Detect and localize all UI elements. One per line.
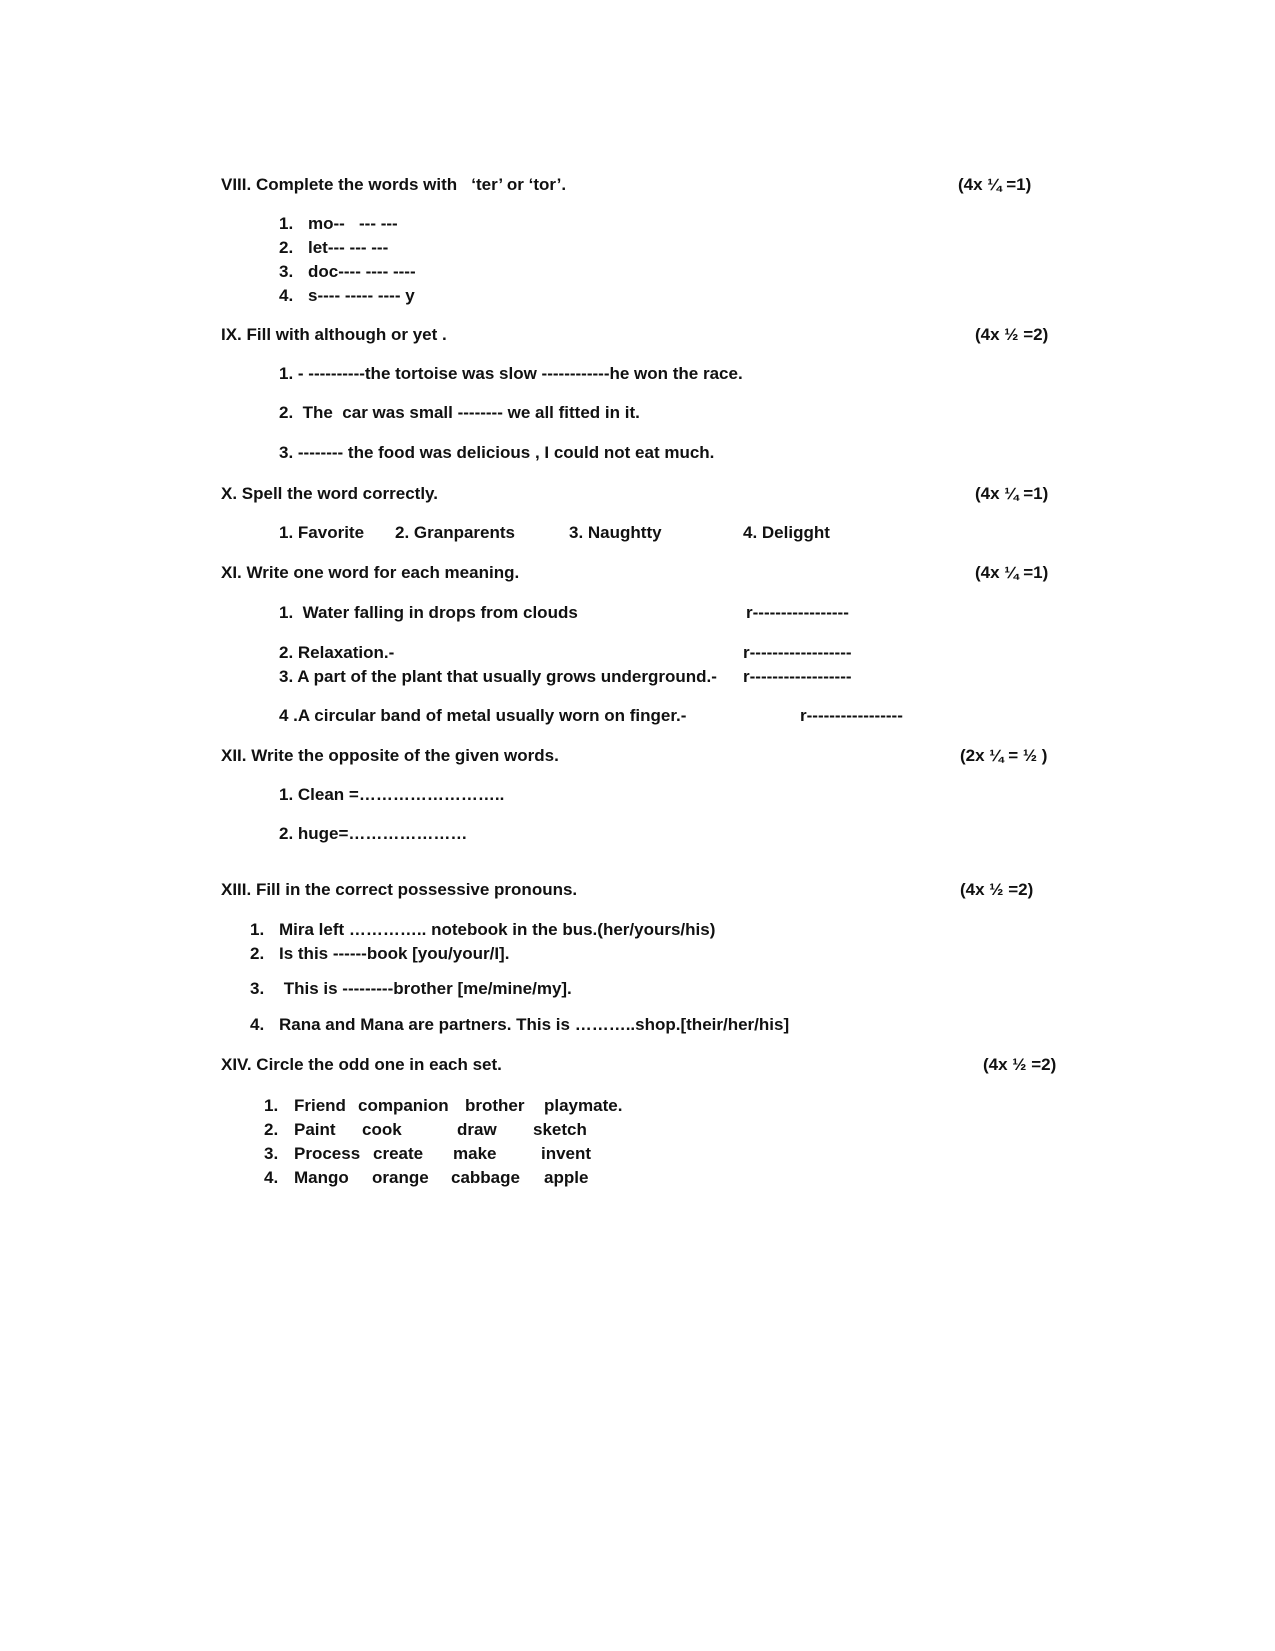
- list-item: 3. Naughtty: [569, 523, 662, 542]
- list-number: 1.: [250, 920, 265, 939]
- list-number: 4.: [279, 286, 294, 305]
- section-xi-heading: XI. Write one word for each meaning.: [221, 563, 520, 582]
- list-item: Mira left ………….. notebook in the bus.(her/yours/his): [279, 920, 716, 939]
- list-number: 4.: [264, 1168, 279, 1187]
- section-viii-heading: VIII. Complete the words with ‘ter’ or ‘tor’.: [221, 175, 567, 194]
- word-option: playmate.: [544, 1096, 623, 1115]
- section-xiii-heading: XIII. Fill in the correct possessive pronouns.: [221, 880, 578, 899]
- word-option: apple: [544, 1168, 589, 1187]
- list-number: 2.: [264, 1120, 279, 1139]
- list-item: 4. Deligght: [743, 523, 830, 542]
- list-item: 4 .A circular band of metal usually worn on finger.-: [279, 706, 687, 725]
- word-option: Process: [294, 1144, 361, 1163]
- list-item: 3. A part of the plant that usually grows underground.-: [279, 667, 717, 686]
- section-xi-marks: (4x ¼ =1): [975, 563, 1049, 582]
- list-item: 2. The car was small -------- we all fitted in it.: [279, 403, 640, 422]
- word-option: brother: [465, 1096, 525, 1115]
- list-number: 4.: [250, 1015, 265, 1034]
- answer-blank: r-----------------: [800, 706, 903, 725]
- list-item: s---- ----- ---- y: [308, 286, 415, 305]
- list-number: 3.: [279, 262, 294, 281]
- section-x-heading: X. Spell the word correctly.: [221, 484, 438, 503]
- word-option: cabbage: [451, 1168, 520, 1187]
- section-xiv-heading: XIV. Circle the odd one in each set.: [221, 1055, 502, 1074]
- list-item: Rana and Mana are partners. This is ………..shop.[their/her/his]: [279, 1015, 790, 1034]
- list-item: 2. huge=…………………: [279, 824, 468, 843]
- list-number: 2.: [250, 944, 265, 963]
- word-option: Friend: [294, 1096, 346, 1115]
- section-viii-marks: (4x ¼ =1): [958, 175, 1032, 194]
- word-option: draw: [457, 1120, 497, 1139]
- section-x-marks: (4x ¼ =1): [975, 484, 1049, 503]
- list-number: 3.: [264, 1144, 279, 1163]
- list-item: 1. Clean =……………………..: [279, 785, 505, 804]
- list-item: 2. Relaxation.-: [279, 643, 395, 662]
- list-item: mo-- --- ---: [308, 214, 398, 233]
- list-item: doc---- ---- ----: [308, 262, 416, 281]
- list-item: let--- --- ---: [308, 238, 389, 257]
- word-option: make: [453, 1144, 497, 1163]
- section-xii-marks: (2x ¼ = ½ ): [960, 746, 1048, 765]
- answer-blank: r------------------: [743, 643, 852, 662]
- list-item: 3. -------- the food was delicious , I could not eat much.: [279, 443, 715, 462]
- word-option: orange: [372, 1168, 429, 1187]
- answer-blank: r-----------------: [746, 603, 849, 622]
- list-item: This is ---------brother [me/mine/my].: [279, 979, 572, 998]
- list-item: 2. Granparents: [395, 523, 515, 542]
- answer-blank: r------------------: [743, 667, 852, 686]
- section-ix-marks: (4x ½ =2): [975, 325, 1049, 344]
- list-number: 3.: [250, 979, 265, 998]
- section-xii-heading: XII. Write the opposite of the given words.: [221, 746, 559, 765]
- list-number: 1.: [279, 214, 294, 233]
- list-number: 2.: [279, 238, 294, 257]
- section-xiii-marks: (4x ½ =2): [960, 880, 1034, 899]
- list-item: 1. - ----------the tortoise was slow ------------he won the race.: [279, 364, 743, 383]
- word-option: cook: [362, 1120, 402, 1139]
- section-xiv-marks: (4x ½ =2): [983, 1055, 1057, 1074]
- word-option: create: [373, 1144, 424, 1163]
- list-item: 1. Water falling in drops from clouds: [279, 603, 578, 622]
- word-option: companion: [358, 1096, 449, 1115]
- word-option: Mango: [294, 1168, 349, 1187]
- list-number: 1.: [264, 1096, 279, 1115]
- section-ix-heading: IX. Fill with although or yet .: [221, 325, 447, 344]
- list-item: 1. Favorite: [279, 523, 365, 542]
- word-option: sketch: [533, 1120, 587, 1139]
- list-item: Is this ------book [you/your/I].: [279, 944, 510, 963]
- word-option: invent: [541, 1144, 592, 1163]
- word-option: Paint: [294, 1120, 336, 1139]
